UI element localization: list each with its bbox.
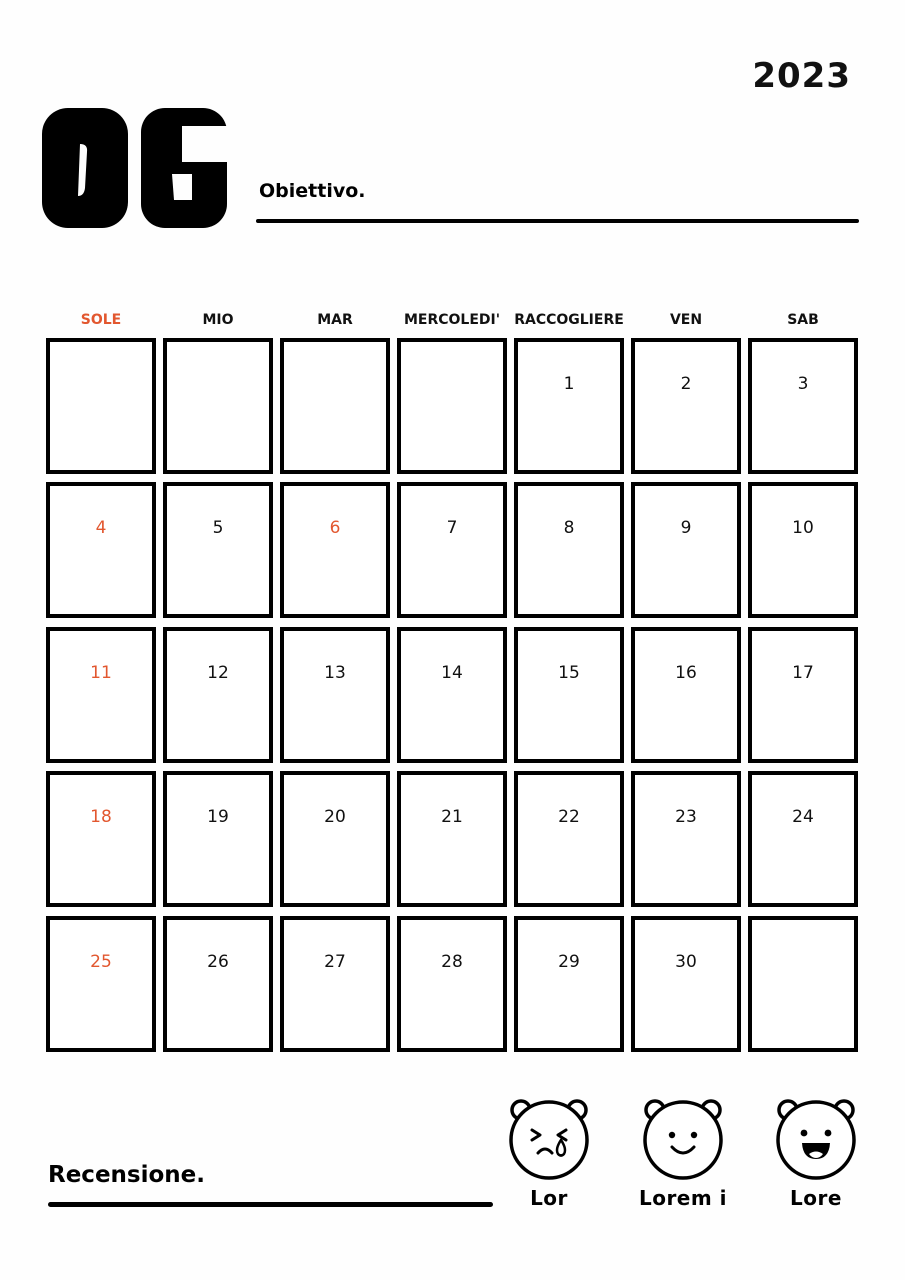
mood-option-3[interactable] bbox=[766, 1096, 866, 1236]
calendar-day-cell[interactable] bbox=[748, 627, 858, 763]
mood-label: Lore bbox=[790, 1186, 842, 1210]
calendar-day-cell[interactable] bbox=[631, 338, 741, 474]
calendar-day-cell[interactable] bbox=[397, 771, 507, 907]
day-number: 7 bbox=[446, 518, 458, 538]
month-number-text: 06 bbox=[42, 91, 60, 108]
laughing-bear-icon bbox=[771, 1096, 861, 1182]
day-number: 10 bbox=[792, 518, 814, 538]
review-label: Recensione. bbox=[48, 1162, 206, 1188]
day-number: 21 bbox=[441, 807, 463, 827]
calendar-day-cell[interactable] bbox=[280, 482, 390, 618]
day-number: 28 bbox=[441, 952, 463, 972]
calendar-day-cell[interactable] bbox=[514, 482, 624, 618]
calendar-day-cell[interactable] bbox=[163, 482, 273, 618]
year-label: 2023 bbox=[752, 56, 851, 96]
month-number bbox=[42, 91, 232, 232]
day-number: 8 bbox=[563, 518, 575, 538]
calendar-day-cell[interactable] bbox=[748, 771, 858, 907]
day-number: 4 bbox=[95, 518, 107, 538]
mood-option-2[interactable] bbox=[633, 1096, 733, 1236]
calendar-empty-cell[interactable] bbox=[397, 338, 507, 474]
day-number: 14 bbox=[441, 663, 463, 683]
day-number: 11 bbox=[90, 663, 112, 683]
calendar-day-cell[interactable] bbox=[280, 916, 390, 1052]
calendar-day-cell[interactable] bbox=[631, 771, 741, 907]
day-number: 23 bbox=[675, 807, 697, 827]
goal-line bbox=[256, 219, 859, 223]
crying-bear-icon bbox=[504, 1096, 594, 1182]
calendar-day-cell[interactable] bbox=[631, 482, 741, 618]
day-number: 12 bbox=[207, 663, 229, 683]
goal-label: Obiettivo. bbox=[259, 180, 366, 202]
day-number: 15 bbox=[558, 663, 580, 683]
calendar-day-cell[interactable] bbox=[163, 627, 273, 763]
weekday-header: MAR bbox=[317, 312, 353, 328]
calendar-day-cell[interactable] bbox=[46, 916, 156, 1052]
calendar-day-cell[interactable] bbox=[163, 771, 273, 907]
calendar-day-cell[interactable] bbox=[514, 771, 624, 907]
day-number: 18 bbox=[90, 807, 112, 827]
day-number: 17 bbox=[792, 663, 814, 683]
day-number: 20 bbox=[324, 807, 346, 827]
day-number: 5 bbox=[212, 518, 224, 538]
weekday-header: SOLE bbox=[80, 312, 122, 328]
day-number: 22 bbox=[558, 807, 580, 827]
calendar-day-cell[interactable] bbox=[280, 771, 390, 907]
day-number: 26 bbox=[207, 952, 229, 972]
day-number: 1 bbox=[563, 374, 575, 394]
day-number: 13 bbox=[324, 663, 346, 683]
day-number: 16 bbox=[675, 663, 697, 683]
weekday-header: RACCOGLIERE bbox=[514, 312, 624, 328]
calendar-day-cell[interactable] bbox=[280, 627, 390, 763]
calendar-day-cell[interactable] bbox=[397, 916, 507, 1052]
calendar-day-cell[interactable] bbox=[397, 482, 507, 618]
calendar-empty-cell[interactable] bbox=[163, 338, 273, 474]
weekday-header: SAB bbox=[787, 312, 819, 328]
calendar-day-cell[interactable] bbox=[514, 627, 624, 763]
mood-label: Lor bbox=[530, 1186, 568, 1210]
mood-label: Lorem i bbox=[638, 1186, 728, 1210]
calendar-empty-cell[interactable] bbox=[280, 338, 390, 474]
day-number: 24 bbox=[792, 807, 814, 827]
calendar-day-cell[interactable] bbox=[514, 916, 624, 1052]
day-number: 9 bbox=[680, 518, 692, 538]
calendar-day-cell[interactable] bbox=[46, 482, 156, 618]
calendar-day-cell[interactable] bbox=[631, 916, 741, 1052]
weekday-header: MIO bbox=[202, 312, 234, 328]
weekday-header: VEN bbox=[669, 312, 703, 328]
calendar-day-cell[interactable] bbox=[748, 482, 858, 618]
calendar-day-cell[interactable] bbox=[46, 771, 156, 907]
day-number: 6 bbox=[329, 518, 341, 538]
day-number: 2 bbox=[680, 374, 692, 394]
review-line bbox=[48, 1202, 493, 1207]
day-number: 3 bbox=[797, 374, 809, 394]
calendar-day-cell[interactable] bbox=[748, 338, 858, 474]
weekday-header: MERCOLEDI' bbox=[403, 312, 501, 328]
mood-option-1[interactable] bbox=[499, 1096, 599, 1236]
day-number: 29 bbox=[558, 952, 580, 972]
day-number: 25 bbox=[90, 952, 112, 972]
calendar-empty-cell[interactable] bbox=[46, 338, 156, 474]
calendar-day-cell[interactable] bbox=[163, 916, 273, 1052]
calendar-day-cell[interactable] bbox=[46, 627, 156, 763]
calendar-day-cell[interactable] bbox=[631, 627, 741, 763]
day-number: 27 bbox=[324, 952, 346, 972]
smiling-bear-icon bbox=[638, 1096, 728, 1182]
day-number: 19 bbox=[207, 807, 229, 827]
calendar-day-cell[interactable] bbox=[514, 338, 624, 474]
calendar-empty-cell[interactable] bbox=[748, 916, 858, 1052]
day-number: 30 bbox=[675, 952, 697, 972]
calendar-day-cell[interactable] bbox=[397, 627, 507, 763]
